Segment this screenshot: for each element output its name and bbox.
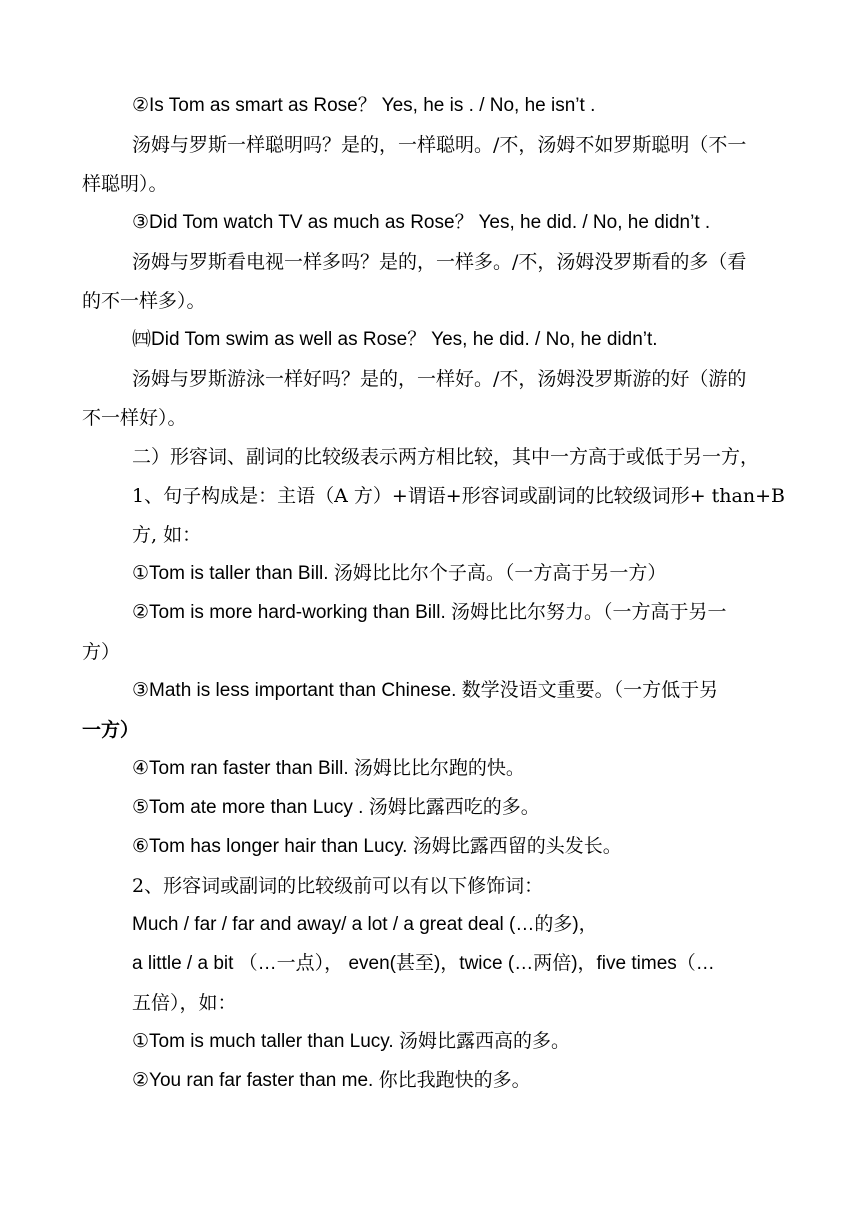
text-line: 1、句子构成是：主语（A 方）+谓语+形容词或副词的比较级词形+ than+B	[132, 485, 785, 507]
text-line: 五倍），如：	[132, 992, 237, 1014]
text-line: ⑥Tom has longer hair than Lucy. 汤姆比露西留的头发长。	[132, 836, 622, 857]
text-line: ②Tom is more hard-working than Bill. 汤姆比比尔努力。（一方高于另一	[132, 602, 727, 623]
text-line: 方, 如：	[132, 524, 202, 546]
text-line: 不一样好）。	[82, 407, 187, 429]
text-line: 汤姆与罗斯看电视一样多吗？是的，一样多。/不，汤姆没罗斯看的多（看	[132, 251, 747, 273]
text-line: 汤姆与罗斯游泳一样好吗？是的，一样好。/不，汤姆没罗斯游的好（游的	[132, 368, 747, 390]
text-line: 一方）	[82, 719, 140, 741]
text-line: ③Math is less important than Chinese. 数学没语文重要。（一方低于另	[132, 680, 719, 701]
text-line: ①Tom is much taller than Lucy. 汤姆比露西高的多。	[132, 1031, 570, 1052]
text-line: ⑤Tom ate more than Lucy . 汤姆比露西吃的多。	[132, 797, 540, 818]
text-line: 样聪明）。	[82, 173, 168, 195]
text-line: 二）形容词、副词的比较级表示两方相比较，其中一方高于或低于另一方，	[132, 446, 760, 468]
text-line: Much / far / far and away/ a lot / a great deal (…的多)，	[132, 914, 598, 935]
text-line: ②Is Tom as smart as Rose？ Yes, he is . / No, he isn’t .	[132, 95, 596, 116]
text-line: ①Tom is taller than Bill. 汤姆比比尔个子高。（一方高于另一方）	[132, 563, 667, 584]
text-line: ②You ran far faster than me. 你比我跑快的多。	[132, 1070, 531, 1091]
text-line: ㈣Did Tom swim as well as Rose？ Yes, he did. / No, he didn’t.	[132, 329, 658, 350]
text-line: 方）	[82, 641, 121, 663]
text-line: a little / a bit （…一点）， even(甚至)，twice (…两倍)，five times（…	[132, 953, 715, 974]
text-line: ③Did Tom watch TV as much as Rose？ Yes, he did. / No, he didn’t .	[132, 212, 711, 233]
text-line: 的不一样多）。	[82, 290, 206, 312]
text-line: 2、形容词或副词的比较级前可以有以下修饰词：	[132, 875, 544, 897]
text-line: 汤姆与罗斯一样聪明吗？是的，一样聪明。/不，汤姆不如罗斯聪明（不一	[132, 134, 747, 156]
text-line: ④Tom ran faster than Bill. 汤姆比比尔跑的快。	[132, 758, 525, 779]
